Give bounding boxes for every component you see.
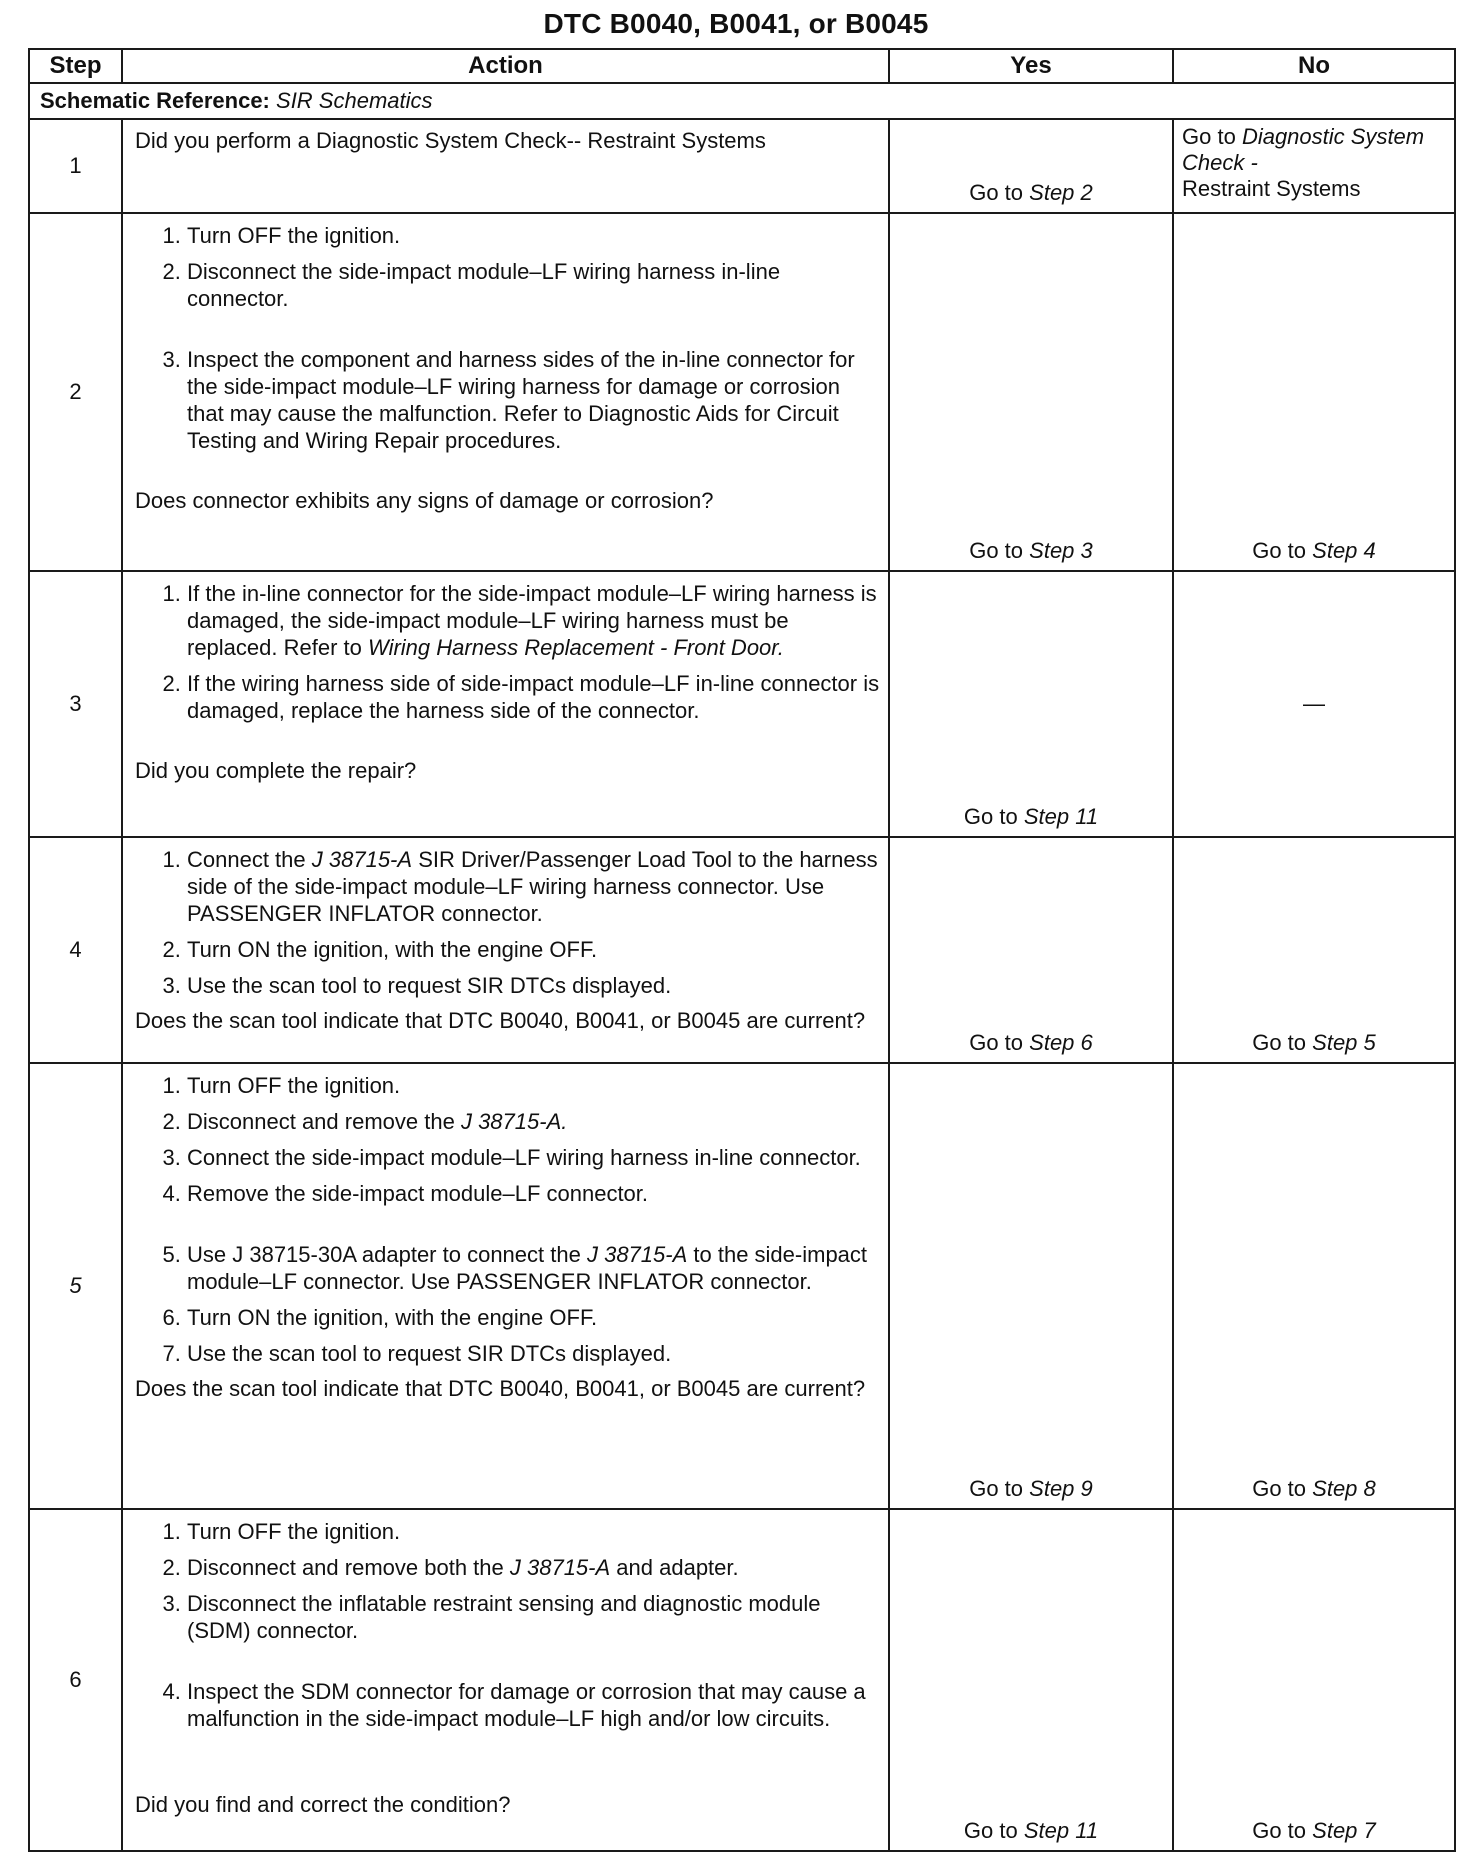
- goto-text: Go to: [969, 538, 1024, 563]
- header-yes: Yes: [889, 49, 1173, 83]
- yes-cell: [889, 1509, 1173, 1851]
- yes-step-link[interactable]: Step 3: [1029, 538, 1093, 563]
- no-cell: [1173, 119, 1455, 213]
- table-row-step-2: [29, 213, 1455, 571]
- step-number: 3: [29, 571, 122, 837]
- tool-name: J 38715-A: [311, 847, 413, 872]
- step-number: 4: [29, 837, 122, 1063]
- action-text: If the in-line connector for the side-impact module–LF wiring harness is damaged, the side-impact module–LF wiring harness must be replaced. Refer to: [187, 581, 877, 660]
- action-list: [135, 1518, 880, 1732]
- action-list: [135, 846, 880, 999]
- action-cell: [122, 837, 889, 1063]
- action-cell: [122, 571, 889, 837]
- action-item: 2. If the wiring harness side of side-impact module–LF in-line connector is damaged, replace the harness side of the connector.: [187, 670, 880, 724]
- question: Does the scan tool indicate that DTC B0040, B0041, or B0045 are current?: [135, 1376, 866, 1401]
- document-title: DTC B0040, B0041, or B0045: [543, 8, 929, 39]
- no-step-link[interactable]: Step 4: [1312, 538, 1376, 563]
- action-item: [187, 846, 880, 927]
- action-list: [135, 1072, 880, 1367]
- action-item: 3. Connect the side-impact module–LF wiring harness in-line connector.: [187, 1144, 880, 1171]
- no-cell: [1173, 213, 1455, 571]
- yes-cell: [889, 119, 1173, 213]
- action-item: 6. Turn ON the ignition, with the engine OFF.: [187, 1304, 880, 1331]
- question: Did you find and correct the condition?: [135, 1792, 511, 1817]
- action-text: Disconnect and remove both the: [187, 1555, 504, 1580]
- question: Does connector exhibits any signs of damage or corrosion?: [135, 488, 714, 513]
- goto-text: Go to: [969, 180, 1024, 205]
- action-item: 1. Turn OFF the ignition.: [187, 222, 880, 249]
- reference-link[interactable]: Wiring Harness Replacement - Front Door.: [368, 635, 784, 660]
- tool-name: J 38715-A.: [460, 1109, 568, 1134]
- yes-cell: [889, 837, 1173, 1063]
- tool-name: J 38715-A: [509, 1555, 611, 1580]
- action-item: [187, 1241, 880, 1295]
- action-item: 1. Turn OFF the ignition.: [187, 1518, 880, 1545]
- action-text: Disconnect and remove the: [187, 1109, 455, 1134]
- goto-text: Go to: [969, 1476, 1024, 1501]
- action-text: Use J 38715-30A adapter to connect the: [187, 1242, 581, 1267]
- action-item: [187, 1108, 880, 1135]
- diagnostic-table: [28, 48, 1456, 1852]
- question: Does the scan tool indicate that DTC B0040, B0041, or B0045 are current?: [135, 1008, 866, 1033]
- action-cell: [122, 1509, 889, 1851]
- action-list: [135, 222, 880, 454]
- action-item: 7. Use the scan tool to request SIR DTCs displayed.: [187, 1340, 880, 1367]
- no-step-link[interactable]: Diagnostic System Check -: [1182, 124, 1425, 175]
- action-item: 3. Inspect the component and harness sides of the in-line connector for the side-impact module–LF wiring harness for damage or corrosion that may cause the malfunction. Refer to Diagnostic Aids for Circuit Testing and Wiring Repair procedures.: [187, 346, 880, 454]
- action-item: 3. Disconnect the inflatable restraint sensing and diagnostic module (SDM) connector.: [187, 1590, 880, 1644]
- table-row-step-4: [29, 837, 1455, 1063]
- no-step-link[interactable]: Step 8: [1312, 1476, 1376, 1501]
- action-cell: [122, 119, 889, 213]
- yes-cell: [889, 213, 1173, 571]
- header-action: Action: [122, 49, 889, 83]
- goto-text: Go to: [1182, 124, 1236, 149]
- action-item: 4. Inspect the SDM connector for damage or corrosion that may cause a malfunction in the side-impact module–LF high and/or low circuits.: [187, 1678, 880, 1732]
- schematic-reference: [29, 83, 1455, 119]
- action-item: [187, 580, 880, 661]
- goto-text: Go to: [969, 1030, 1024, 1055]
- action-text: SIR Driver/Passenger Load Tool to the harness side of the side-impact module–LF wiring harness connector. Use PASSENGER INFLATOR connector.: [187, 847, 878, 926]
- schematic-row: [29, 83, 1455, 119]
- question: Did you perform a Diagnostic System Check-- Restraint Systems: [135, 128, 766, 153]
- yes-step-link[interactable]: Step 2: [1029, 180, 1093, 205]
- goto-text: Go to: [963, 1818, 1018, 1843]
- no-cell: [1173, 1509, 1455, 1851]
- table-row-step-3: [29, 571, 1455, 837]
- action-item: 2. Turn ON the ignition, with the engine OFF.: [187, 936, 880, 963]
- goto-text: Go to: [1252, 538, 1307, 563]
- no-cell: —: [1173, 571, 1455, 837]
- step-number: 5: [29, 1063, 122, 1509]
- goto-text: Go to: [1252, 1030, 1307, 1055]
- no-cell: [1173, 1063, 1455, 1509]
- table-row-step-6: [29, 1509, 1455, 1851]
- header-step: Step: [29, 49, 122, 83]
- header-row: [29, 49, 1455, 83]
- schematic-link[interactable]: SIR Schematics: [276, 88, 433, 113]
- no-step-link[interactable]: Step 5: [1312, 1030, 1376, 1055]
- action-text: Connect the: [187, 847, 306, 872]
- action-text: to the side-impact module–LF connector. Use PASSENGER INFLATOR connector.: [187, 1242, 868, 1294]
- goto-text: Go to: [963, 804, 1018, 829]
- action-text: and adapter.: [616, 1555, 739, 1580]
- yes-step-link[interactable]: Step 11: [1023, 804, 1099, 829]
- action-cell: [122, 1063, 889, 1509]
- step-number: 6: [29, 1509, 122, 1851]
- table-row-step-5: [29, 1063, 1455, 1509]
- action-item: 2. Disconnect the side-impact module–LF wiring harness in-line connector.: [187, 258, 880, 312]
- tool-name: J 38715-A: [586, 1242, 688, 1267]
- action-item: 1. Turn OFF the ignition.: [187, 1072, 880, 1099]
- action-list: [135, 580, 880, 724]
- yes-step-link[interactable]: Step 9: [1029, 1476, 1093, 1501]
- step-number: 1: [29, 119, 122, 213]
- action-item: 3. Use the scan tool to request SIR DTCs displayed.: [187, 972, 880, 999]
- question: Did you complete the repair?: [135, 758, 417, 783]
- table-row-step-1: [29, 119, 1455, 213]
- yes-cell: [889, 1063, 1173, 1509]
- goto-text: Go to: [1252, 1818, 1307, 1843]
- action-cell: [122, 213, 889, 571]
- yes-cell: [889, 571, 1173, 837]
- no-cell: [1173, 837, 1455, 1063]
- yes-step-link[interactable]: Step 6: [1029, 1030, 1093, 1055]
- action-item: 4. Remove the side-impact module–LF connector.: [187, 1180, 880, 1207]
- header-no: No: [1173, 49, 1455, 83]
- schematic-label: Schematic Reference:: [40, 88, 270, 113]
- no-target-rest: Restraint Systems: [1182, 176, 1361, 201]
- step-number: 2: [29, 213, 122, 571]
- no-step-link[interactable]: Step 7: [1312, 1818, 1376, 1843]
- action-item: [187, 1554, 880, 1581]
- yes-step-link[interactable]: Step 11: [1023, 1818, 1099, 1843]
- goto-text: Go to: [1252, 1476, 1307, 1501]
